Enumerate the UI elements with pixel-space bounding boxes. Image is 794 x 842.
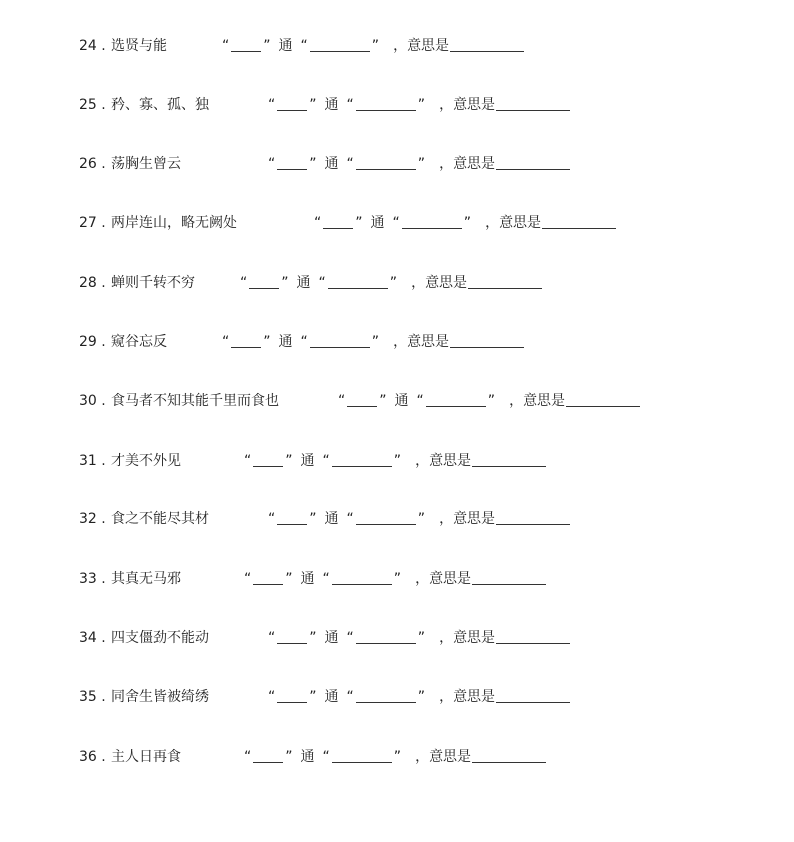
tongjia-char-blank[interactable]	[253, 746, 283, 763]
tongjia-char-blank[interactable]	[277, 94, 307, 111]
close-quote: ”	[309, 97, 317, 113]
tongjia-char-blank[interactable]	[323, 212, 353, 229]
original-char-blank[interactable]	[310, 331, 370, 348]
original-char-blank[interactable]	[426, 390, 486, 407]
tongjia-char-blank[interactable]	[253, 450, 283, 467]
open-quote: “	[338, 393, 346, 409]
original-char-blank[interactable]	[402, 212, 462, 229]
question-number: 27 .	[79, 215, 106, 231]
close-quote: ”	[281, 275, 289, 291]
original-char-blank[interactable]	[356, 686, 416, 703]
open-quote: “	[322, 453, 330, 469]
open-quote: “	[346, 97, 354, 113]
meaning-label: 意思是	[429, 571, 472, 587]
meaning-label: 意思是	[453, 97, 496, 113]
comma: ，	[415, 749, 430, 765]
meaning-label: 意思是	[453, 156, 496, 172]
tong-label: 通	[324, 689, 339, 705]
answer-template	[314, 211, 616, 235]
meaning-label: 意思是	[453, 511, 496, 527]
close-quote: ”	[263, 334, 271, 350]
comma: ，	[393, 334, 408, 350]
answer-template	[268, 626, 570, 650]
tongjia-char-blank[interactable]	[231, 331, 261, 348]
tongjia-char-blank[interactable]	[253, 568, 283, 585]
close-quote: ”	[371, 38, 380, 54]
open-quote: “	[314, 215, 322, 231]
tong-label: 通	[296, 275, 311, 291]
open-quote: “	[268, 630, 276, 646]
question-phrase: 矜、寡、孤、独	[111, 97, 209, 113]
comma: ，	[439, 630, 454, 646]
question-phrase: 其真无马邪	[111, 571, 181, 587]
meaning-blank[interactable]	[450, 331, 524, 348]
meaning-label: 意思是	[407, 38, 450, 54]
close-quote: ”	[309, 630, 317, 646]
meaning-blank[interactable]	[472, 746, 546, 763]
open-quote: “	[322, 749, 330, 765]
meaning-label: 意思是	[425, 275, 468, 291]
question-number: 32 .	[79, 511, 106, 527]
meaning-blank[interactable]	[450, 35, 524, 52]
meaning-label: 意思是	[453, 630, 496, 646]
meaning-blank[interactable]	[496, 686, 570, 703]
tong-label: 通	[324, 511, 339, 527]
question-phrase: 食马者不知其能千里而食也	[111, 393, 279, 409]
original-char-blank[interactable]	[332, 450, 392, 467]
open-quote: “	[318, 275, 326, 291]
question-phrase: 食之不能尽其材	[111, 511, 209, 527]
tong-label: 通	[300, 453, 315, 469]
close-quote: ”	[309, 156, 317, 172]
original-char-blank[interactable]	[332, 746, 392, 763]
close-quote: ”	[285, 453, 293, 469]
question-phrase: 四支僵劲不能动	[111, 630, 209, 646]
tongjia-char-blank[interactable]	[277, 153, 307, 170]
original-char-blank[interactable]	[356, 94, 416, 111]
tong-label: 通	[370, 215, 385, 231]
open-quote: “	[392, 215, 400, 231]
close-quote: ”	[379, 393, 387, 409]
close-quote: ”	[463, 215, 472, 231]
meaning-label: 意思是	[453, 689, 496, 705]
question-number: 34 .	[79, 630, 106, 646]
meaning-blank[interactable]	[566, 390, 640, 407]
open-quote: “	[268, 689, 276, 705]
close-quote: ”	[309, 511, 317, 527]
comma: ，	[411, 275, 426, 291]
answer-template	[222, 330, 524, 354]
answer-template	[268, 685, 570, 709]
close-quote: ”	[417, 97, 426, 113]
close-quote: ”	[393, 571, 402, 587]
open-quote: “	[300, 334, 308, 350]
open-quote: “	[222, 334, 230, 350]
answer-template	[244, 449, 546, 473]
meaning-label: 意思是	[407, 334, 450, 350]
tongjia-char-blank[interactable]	[249, 272, 279, 289]
question-phrase: 蝉则千转不穷	[111, 275, 195, 291]
tong-label: 通	[300, 749, 315, 765]
close-quote: ”	[393, 453, 402, 469]
open-quote: “	[346, 156, 354, 172]
meaning-label: 意思是	[429, 749, 472, 765]
answer-template	[222, 34, 524, 58]
meaning-label: 意思是	[499, 215, 542, 231]
question-number: 30 .	[79, 393, 106, 409]
question-number: 28 .	[79, 275, 106, 291]
open-quote: “	[244, 749, 252, 765]
close-quote: ”	[417, 511, 426, 527]
question-phrase: 同舍生皆被绮绣	[111, 689, 209, 705]
close-quote: ”	[263, 38, 271, 54]
original-char-blank[interactable]	[310, 35, 370, 52]
tong-label: 通	[394, 393, 409, 409]
comma: ，	[393, 38, 408, 54]
close-quote: ”	[371, 334, 380, 350]
close-quote: ”	[309, 689, 317, 705]
comma: ，	[415, 453, 430, 469]
original-char-blank[interactable]	[332, 568, 392, 585]
tong-label: 通	[300, 571, 315, 587]
tong-label: 通	[324, 97, 339, 113]
original-char-blank[interactable]	[356, 508, 416, 525]
answer-template	[244, 567, 546, 591]
comma: ，	[439, 511, 454, 527]
question-number: 29 .	[79, 334, 106, 350]
question-number: 24 .	[79, 38, 106, 54]
close-quote: ”	[393, 749, 402, 765]
original-char-blank[interactable]	[356, 153, 416, 170]
close-quote: ”	[417, 689, 426, 705]
close-quote: ”	[417, 630, 426, 646]
open-quote: “	[268, 511, 276, 527]
close-quote: ”	[389, 275, 398, 291]
question-phrase: 两岸连山，略无阙处	[111, 215, 237, 231]
open-quote: “	[416, 393, 424, 409]
comma: ，	[439, 689, 454, 705]
question-number: 31 .	[79, 453, 106, 469]
question-phrase: 选贤与能	[111, 38, 167, 54]
tongjia-char-blank[interactable]	[231, 35, 261, 52]
open-quote: “	[346, 630, 354, 646]
meaning-blank[interactable]	[472, 450, 546, 467]
meaning-blank[interactable]	[468, 272, 542, 289]
close-quote: ”	[417, 156, 426, 172]
answer-template	[240, 271, 542, 295]
question-number: 25 .	[79, 97, 106, 113]
comma: ，	[439, 97, 454, 113]
meaning-label: 意思是	[429, 453, 472, 469]
answer-template	[268, 507, 570, 531]
meaning-label: 意思是	[523, 393, 566, 409]
tong-label: 通	[278, 334, 293, 350]
meaning-blank[interactable]	[496, 508, 570, 525]
answer-template	[268, 93, 570, 117]
meaning-blank[interactable]	[496, 94, 570, 111]
comma: ，	[485, 215, 500, 231]
open-quote: “	[346, 689, 354, 705]
close-quote: ”	[355, 215, 363, 231]
original-char-blank[interactable]	[356, 627, 416, 644]
question-phrase: 荡胸生曾云	[111, 156, 181, 172]
tongjia-char-blank[interactable]	[277, 508, 307, 525]
meaning-blank[interactable]	[542, 212, 616, 229]
tong-label: 通	[324, 630, 339, 646]
tong-label: 通	[324, 156, 339, 172]
meaning-blank[interactable]	[496, 627, 570, 644]
question-phrase: 窥谷忘反	[111, 334, 167, 350]
answer-template	[268, 152, 570, 176]
open-quote: “	[346, 511, 354, 527]
question-number: 36 .	[79, 749, 106, 765]
question-number: 26 .	[79, 156, 106, 172]
open-quote: “	[244, 571, 252, 587]
open-quote: “	[268, 156, 276, 172]
tongjia-char-blank[interactable]	[347, 390, 377, 407]
open-quote: “	[240, 275, 248, 291]
open-quote: “	[300, 38, 308, 54]
close-quote: ”	[285, 571, 293, 587]
close-quote: ”	[285, 749, 293, 765]
tongjia-char-blank[interactable]	[277, 627, 307, 644]
open-quote: “	[244, 453, 252, 469]
comma: ，	[415, 571, 430, 587]
tongjia-char-blank[interactable]	[277, 686, 307, 703]
comma: ，	[509, 393, 524, 409]
question-number: 35 .	[79, 689, 106, 705]
meaning-blank[interactable]	[496, 153, 570, 170]
original-char-blank[interactable]	[328, 272, 388, 289]
answer-template	[338, 389, 640, 413]
question-number: 33 .	[79, 571, 106, 587]
close-quote: ”	[487, 393, 496, 409]
meaning-blank[interactable]	[472, 568, 546, 585]
open-quote: “	[222, 38, 230, 54]
question-phrase: 才美不外见	[111, 453, 181, 469]
question-phrase: 主人日再食	[111, 749, 181, 765]
open-quote: “	[322, 571, 330, 587]
open-quote: “	[268, 97, 276, 113]
comma: ，	[439, 156, 454, 172]
tong-label: 通	[278, 38, 293, 54]
answer-template	[244, 745, 546, 769]
